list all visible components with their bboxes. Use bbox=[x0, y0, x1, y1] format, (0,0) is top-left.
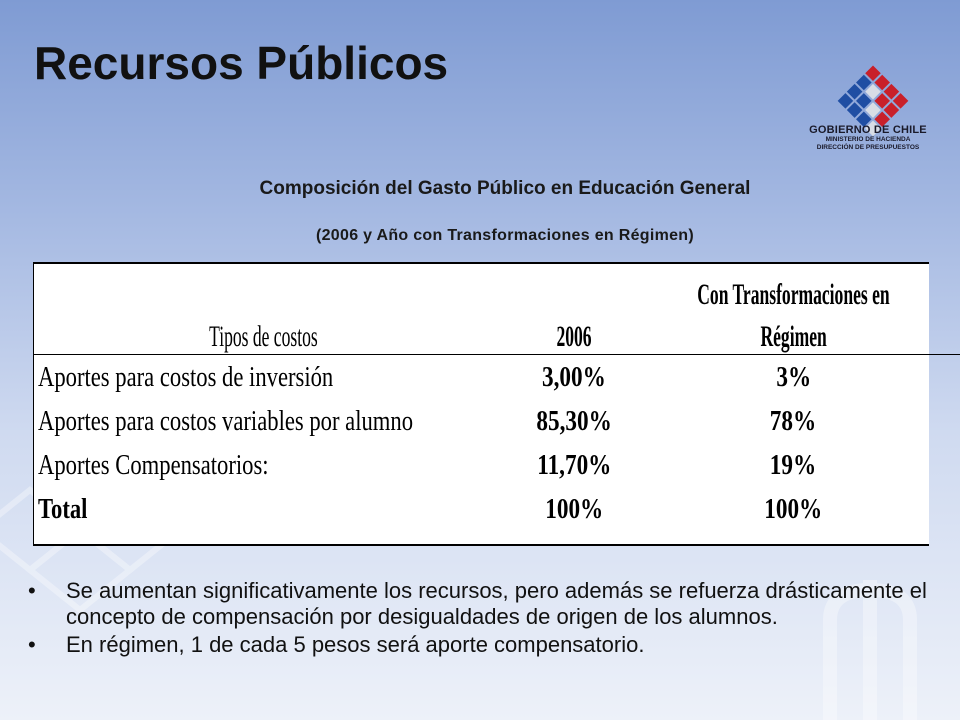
logo-line-gobierno: GOBIERNO DE CHILE bbox=[809, 124, 927, 136]
row-label: Aportes para costos de inversión bbox=[38, 360, 334, 393]
bullet-item bbox=[28, 632, 928, 658]
table-header-row-1 bbox=[34, 264, 960, 312]
cost-composition-table bbox=[33, 262, 929, 546]
table-row bbox=[34, 399, 960, 443]
row-value-2006: 85,30% bbox=[536, 404, 612, 437]
header-2006: 2006 bbox=[556, 320, 592, 353]
table-row bbox=[34, 355, 960, 400]
bullet-item bbox=[28, 578, 928, 630]
bullet-dot-icon: • bbox=[28, 578, 36, 603]
row-value-2006: 11,70% bbox=[536, 448, 611, 481]
table-subtitle: (2006 y Año con Transformaciones en Régimen) bbox=[315, 227, 695, 244]
row-value-regimen: 78% bbox=[770, 404, 817, 437]
table-total-row bbox=[34, 487, 960, 531]
bullet-dot-icon: • bbox=[28, 632, 36, 657]
table-title: Composición del Gasto Público en Educación General bbox=[259, 178, 751, 199]
logo-caption bbox=[808, 124, 928, 152]
table-row bbox=[34, 443, 960, 487]
header-tipos-de-costos: Tipos de costos bbox=[208, 320, 318, 353]
table-header-row-2 bbox=[34, 312, 960, 355]
logo-line-ministerio: MINISTERIO DE HACIENDA bbox=[825, 136, 911, 143]
row-label: Aportes Compensatorios: bbox=[38, 448, 269, 481]
bullet-text: Se aumentan significativamente los recursos, pero además se refuerza drásticamente el concepto de compensación por desigualdades de origen de los alumnos. bbox=[66, 578, 927, 629]
bullet-text: En régimen, 1 de cada 5 pesos será aporte compensatorio. bbox=[66, 632, 645, 657]
row-value-regimen: 19% bbox=[770, 448, 817, 481]
row-value-regimen: 3% bbox=[776, 360, 811, 393]
total-value-2006: 100% bbox=[544, 492, 603, 525]
row-label: Aportes para costos variables por alumno bbox=[38, 404, 414, 437]
bullet-list bbox=[28, 578, 928, 660]
total-label: Total bbox=[38, 492, 88, 525]
header-regimen-line2: Régimen bbox=[760, 320, 827, 353]
total-value-regimen: 100% bbox=[764, 492, 823, 525]
row-value-2006: 3,00% bbox=[542, 360, 606, 393]
logo-line-direccion: DIRECCIÓN DE PRESUPUESTOS bbox=[816, 144, 920, 151]
header-regimen-line1: Con Transformaciones en bbox=[697, 278, 890, 311]
page-title: Recursos Públicos bbox=[34, 37, 449, 89]
